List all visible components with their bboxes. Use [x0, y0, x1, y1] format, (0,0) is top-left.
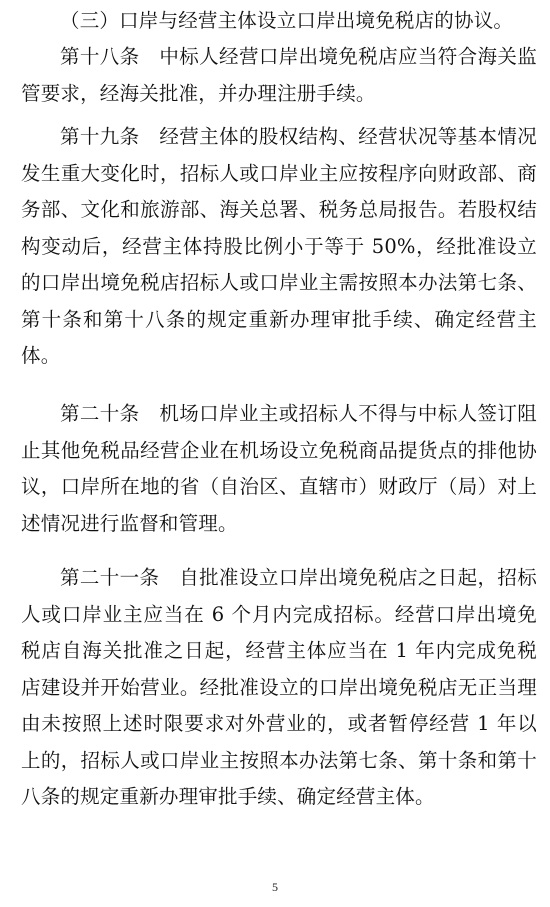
paragraph-article-20: 第二十条 机场口岸业主或招标人不得与中标人签订阻止其他免税品经营企业在机场设立免税商品提货点的排他协议，口岸所在地的省（自治区、直辖市）财政厅（局）对上述情况进行监督和管理。 — [21, 402, 537, 535]
paragraph-article-21: 第二十一条 自批准设立口岸出境免税店之日起，招标人或口岸业主应当在 6 个月内完成招标。经营口岸出境免税店自海关批准之日起，经营主体应当在 1 年内完成免税店建设并开始营业。经批准设立的口岸出境免税店无正当理由未按照上述时限要求对外营业的，或者暂停经营 1 年以上的，招标人或口岸业主按照本办法第七条、第十条和第十八条的规定重新办理审批手续、确定经营主体。 — [21, 566, 537, 808]
page-number: 5 — [272, 880, 278, 894]
paragraph-article-18: 第十八条 中标人经营口岸出境免税店应当符合海关监管要求，经海关批准，并办理注册手续。 — [21, 45, 537, 105]
paragraph-article-19: 第十九条 经营主体的股权结构、经营状况等基本情况发生重大变化时，招标人或口岸业主应按程序向财政部、商务部、文化和旅游部、海关总署、税务总局报告。若股权结构变动后，经营主体持股比例小于等于 50%，经批准设立的口岸出境免税店招标人或口岸业主需按照本办法第七条、第十条和第十八条的规定重新办理审批手续、确定经营主体。 — [21, 125, 537, 367]
paragraph-item-3-agreement: （三）口岸与经营主体设立口岸出境免税店的协议。 — [60, 9, 514, 32]
